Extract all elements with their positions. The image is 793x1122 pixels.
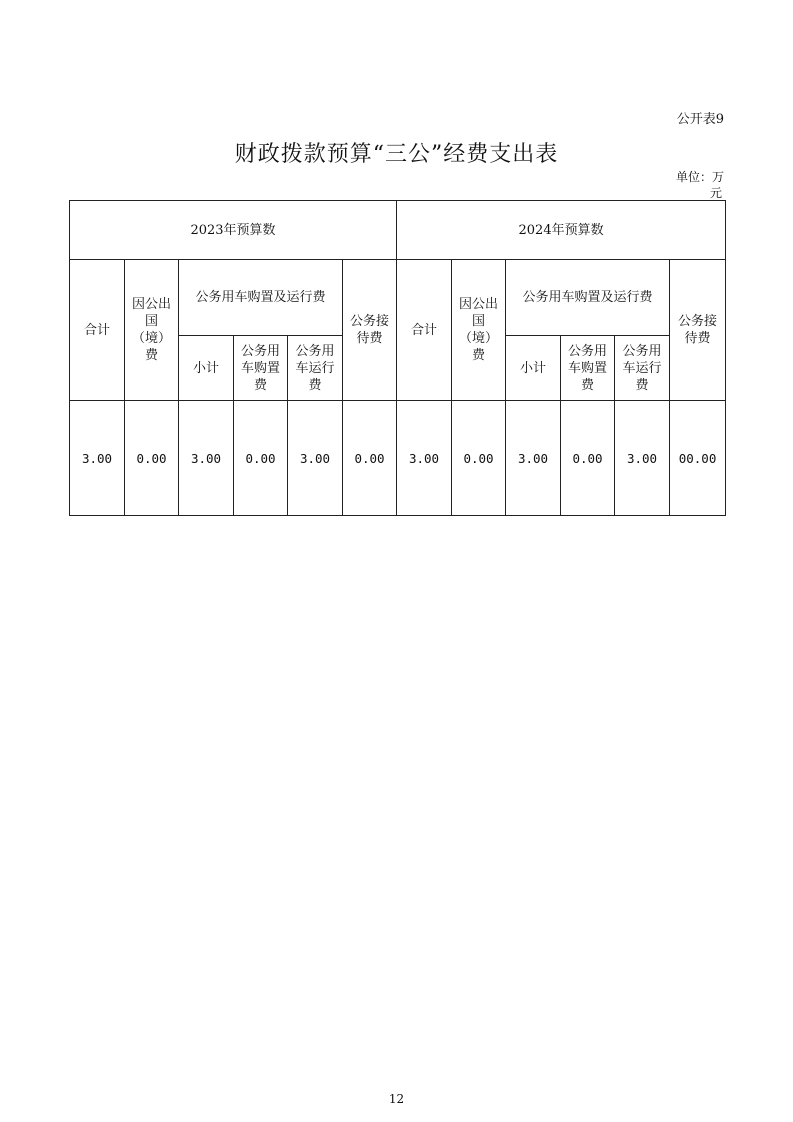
header-total-2024: 合计 xyxy=(397,260,452,401)
value-total-2023: 3.00 xyxy=(70,401,125,516)
table-row xyxy=(70,401,726,516)
page-number: 12 xyxy=(388,1092,405,1106)
value-abroad-2024: 0.00 xyxy=(452,401,506,516)
value-total-2024: 3.00 xyxy=(397,401,452,516)
year-header-2023: 2023年预算数 xyxy=(70,201,397,260)
header-reception-2024: 公务接待费 xyxy=(670,260,726,401)
value-subtotal-2024: 3.00 xyxy=(506,401,561,516)
header-purchase-2024: 公务用车购置费 xyxy=(561,336,615,401)
page-title: 财政拨款预算“三公”经费支出表 xyxy=(234,142,559,167)
header-abroad-2024: 因公出国（境）费 xyxy=(452,260,506,401)
column-header-row xyxy=(70,260,726,336)
value-purchase-2024: 0.00 xyxy=(561,401,615,516)
header-operation-2024: 公务用车运行费 xyxy=(615,336,670,401)
form-number: 公开表9 xyxy=(676,112,724,127)
value-operation-2024: 3.00 xyxy=(615,401,670,516)
value-reception-2024: 00.00 xyxy=(670,401,726,516)
unit-label xyxy=(676,169,726,201)
header-reception-2023: 公务接待费 xyxy=(343,260,397,401)
header-abroad-2023: 因公出国（境）费 xyxy=(125,260,179,401)
unit-label-line1: 单位：万 xyxy=(676,170,725,184)
value-subtotal-2023: 3.00 xyxy=(179,401,234,516)
header-operation-2023: 公务用车运行费 xyxy=(288,336,343,401)
unit-label-line2: 元 xyxy=(709,186,722,200)
header-vehicle-group-2024: 公务用车购置及运行费 xyxy=(506,260,670,336)
budget-table xyxy=(69,200,726,516)
header-total-2023: 合计 xyxy=(70,260,125,401)
value-reception-2023: 0.00 xyxy=(343,401,397,516)
value-purchase-2023: 0.00 xyxy=(234,401,288,516)
header-subtotal-2024: 小计 xyxy=(506,336,561,401)
year-header-2024: 2024年预算数 xyxy=(397,201,726,260)
header-vehicle-group-2023: 公务用车购置及运行费 xyxy=(179,260,343,336)
value-abroad-2023: 0.00 xyxy=(125,401,179,516)
header-subtotal-2023: 小计 xyxy=(179,336,234,401)
value-operation-2023: 3.00 xyxy=(288,401,343,516)
year-header-row xyxy=(70,201,726,260)
header-purchase-2023: 公务用车购置费 xyxy=(234,336,288,401)
